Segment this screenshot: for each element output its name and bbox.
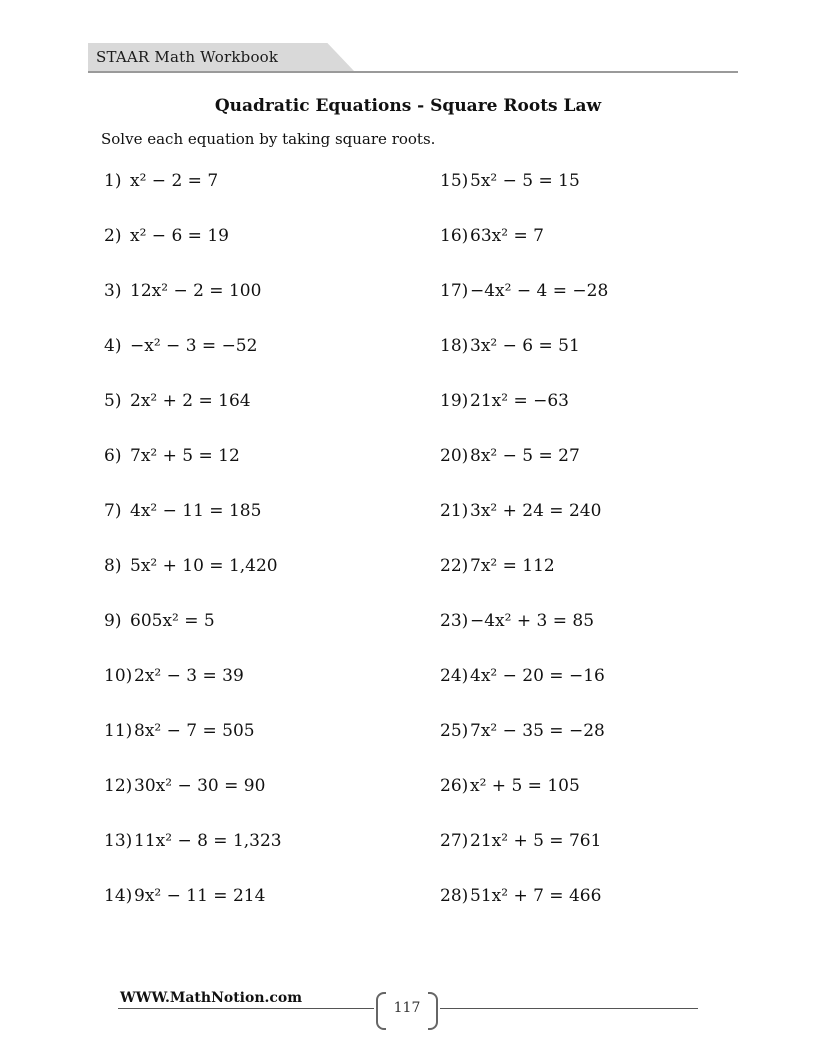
equation: 4x² − 11 = 185 <box>130 501 262 521</box>
equation: 9x² − 11 = 214 <box>134 886 266 906</box>
problem-number: 12) <box>104 776 133 796</box>
problem-17 <box>440 281 608 301</box>
problem-number: 3) <box>104 281 122 301</box>
problem-number: 26) <box>440 776 469 796</box>
equation: 8x² − 5 = 27 <box>470 446 580 466</box>
problem-number: 11) <box>104 721 133 741</box>
problem-number: 28) <box>440 886 469 906</box>
problem-11 <box>104 721 255 741</box>
problem-12 <box>104 776 265 796</box>
problem-26 <box>440 776 580 796</box>
equation: 3x² − 6 = 51 <box>470 336 580 356</box>
equation: 30x² − 30 = 90 <box>134 776 266 796</box>
equation: 4x² − 20 = −16 <box>470 666 605 686</box>
problem-number: 6) <box>104 446 122 466</box>
equation: 2x² + 2 = 164 <box>130 391 251 411</box>
problem-4 <box>104 336 257 356</box>
equation: x² + 5 = 105 <box>470 776 580 796</box>
problem-28 <box>440 886 601 906</box>
equation: 605x² = 5 <box>130 611 215 631</box>
equation: −x² − 3 = −52 <box>130 336 258 356</box>
problem-14 <box>104 886 265 906</box>
problem-27 <box>440 831 601 851</box>
problem-number: 8) <box>104 556 122 576</box>
equation: 21x² = −63 <box>470 391 569 411</box>
equation: 7x² = 112 <box>470 556 555 576</box>
problem-number: 5) <box>104 391 122 411</box>
problem-number: 18) <box>440 336 469 356</box>
equation: 5x² − 5 = 15 <box>470 171 580 191</box>
problem-number: 1) <box>104 171 122 191</box>
equation: 12x² − 2 = 100 <box>130 281 262 301</box>
problem-number: 25) <box>440 721 469 741</box>
equation: 8x² − 7 = 505 <box>134 721 255 741</box>
equation: x² − 6 = 19 <box>130 226 229 246</box>
problem-number: 21) <box>440 501 469 521</box>
footer-website: WWW.MathNotion.com <box>120 990 303 1006</box>
problem-15 <box>440 171 580 191</box>
problem-number: 2) <box>104 226 122 246</box>
equation: −4x² − 4 = −28 <box>470 281 609 301</box>
equation: 2x² − 3 = 39 <box>134 666 244 686</box>
equation: −4x² + 3 = 85 <box>470 611 595 631</box>
problem-21 <box>440 501 601 521</box>
problem-number: 27) <box>440 831 469 851</box>
equation: 11x² − 8 = 1,323 <box>134 831 282 851</box>
problem-16 <box>440 226 544 246</box>
problem-number: 13) <box>104 831 133 851</box>
problem-24 <box>440 666 605 686</box>
instructions: Solve each equation by taking square roots. <box>101 130 436 148</box>
problem-5 <box>104 391 251 411</box>
equation: 3x² + 24 = 240 <box>470 501 602 521</box>
problem-7 <box>104 501 261 521</box>
problem-number: 15) <box>440 171 469 191</box>
problem-9 <box>104 611 215 631</box>
problem-20 <box>440 446 580 466</box>
equation: 7x² − 35 = −28 <box>470 721 605 741</box>
workbook-title: STAAR Math Workbook <box>96 48 279 66</box>
problem-number: 10) <box>104 666 133 686</box>
equation: 21x² + 5 = 761 <box>470 831 602 851</box>
equation: 51x² + 7 = 466 <box>470 886 602 906</box>
footer-rule-left <box>118 1008 374 1009</box>
problem-6 <box>104 446 240 466</box>
problem-number: 23) <box>440 611 469 631</box>
page-number: 117 <box>393 1000 421 1016</box>
problem-number: 19) <box>440 391 469 411</box>
problem-1 <box>104 171 218 191</box>
problem-number: 4) <box>104 336 122 356</box>
problem-number: 24) <box>440 666 469 686</box>
problem-3 <box>104 281 261 301</box>
equation: 63x² = 7 <box>470 226 544 246</box>
problem-18 <box>440 336 580 356</box>
problem-25 <box>440 721 605 741</box>
problem-10 <box>104 666 244 686</box>
problem-number: 7) <box>104 501 122 521</box>
problem-23 <box>440 611 594 631</box>
page-title: Quadratic Equations - Square Roots Law <box>214 96 602 116</box>
problem-number: 16) <box>440 226 469 246</box>
problem-number: 20) <box>440 446 469 466</box>
problem-13 <box>104 831 282 851</box>
footer-rule-right <box>440 1008 698 1009</box>
header-rule <box>88 71 738 73</box>
problem-8 <box>104 556 278 576</box>
equation: 7x² + 5 = 12 <box>130 446 240 466</box>
problem-2 <box>104 226 229 246</box>
problem-number: 17) <box>440 281 469 301</box>
equation: 5x² + 10 = 1,420 <box>130 556 278 576</box>
problem-19 <box>440 391 569 411</box>
problem-number: 9) <box>104 611 122 631</box>
problem-22 <box>440 556 555 576</box>
problem-number: 22) <box>440 556 469 576</box>
problem-number: 14) <box>104 886 133 906</box>
equation: x² − 2 = 7 <box>130 171 219 191</box>
